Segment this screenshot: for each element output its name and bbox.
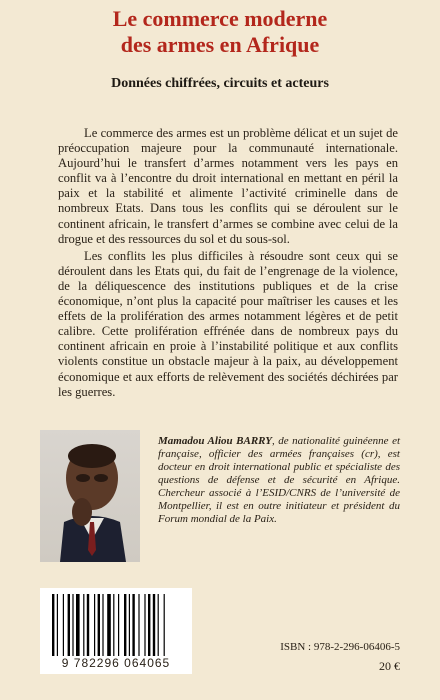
book-title [0, 6, 440, 58]
title-line-2: des armes en Afrique [120, 32, 320, 57]
summary-paragraph-2: Les conflits les plus difficiles à résoudre sont ceux qui se déroulent dans les Etats qui, du fait de l’engrenage de la violence, de la déliquescence des institutions publiques et de la crise économique, n’ont plus la capacité pour maîtriser les causes et les effets de la prolifération des armes notamment légères et de petit calibre. Cette prolifération effrénée dans de nombreux pays du continent africain en proie à l’instabilité politique et aux conflits violents constitue un obstacle majeur à la paix, au développement économique et aux efforts de relèvement des sociétés déchirées par les guerres. [58, 248, 398, 399]
barcode-icon [50, 594, 182, 656]
title-line-1: Le commerce moderne [112, 6, 328, 31]
author-photo [40, 430, 140, 562]
isbn: ISBN : 978-2-296-06406-5 [280, 641, 400, 653]
author-bio [158, 435, 400, 526]
barcode [40, 588, 192, 674]
author-portrait-icon [40, 430, 140, 562]
barcode-number: 9 782296 064065 [61, 656, 171, 670]
author-bio-text: , de nationalité guinéenne et française, officier des armées françaises (cr), est docteur en droit international public et spécialiste des questions de défense et de sécurité en Afrique. Chercheur associé à l’ESID/CNRS de l’université de Montpellier, il est en outre initiateur et président du Forum mondial de la Paix. [158, 435, 401, 525]
book-subtitle: Données chiffrées, circuits et acteurs [111, 76, 329, 91]
summary-text [58, 126, 398, 402]
price: 20 € [379, 659, 400, 673]
summary-paragraph-1: Le commerce des armes est un problème délicat et un sujet de préoccupation majeure pour la communauté internationale. Aujourd’hui le transfert d’armes notamment vers les pays en conflit va à l’encontre du droit international en mettant en péril la paix et la stabilité et alimente l’activité criminelle dans de nombreux Etats. Dans tous les conflits qui se déroulent sur le continent africain, le transfert d’armes se combine avec celui de la drogue et des ressources du sol et du sous-sol. [58, 126, 398, 246]
author-name: Mamadou Aliou BARRY [158, 435, 273, 447]
